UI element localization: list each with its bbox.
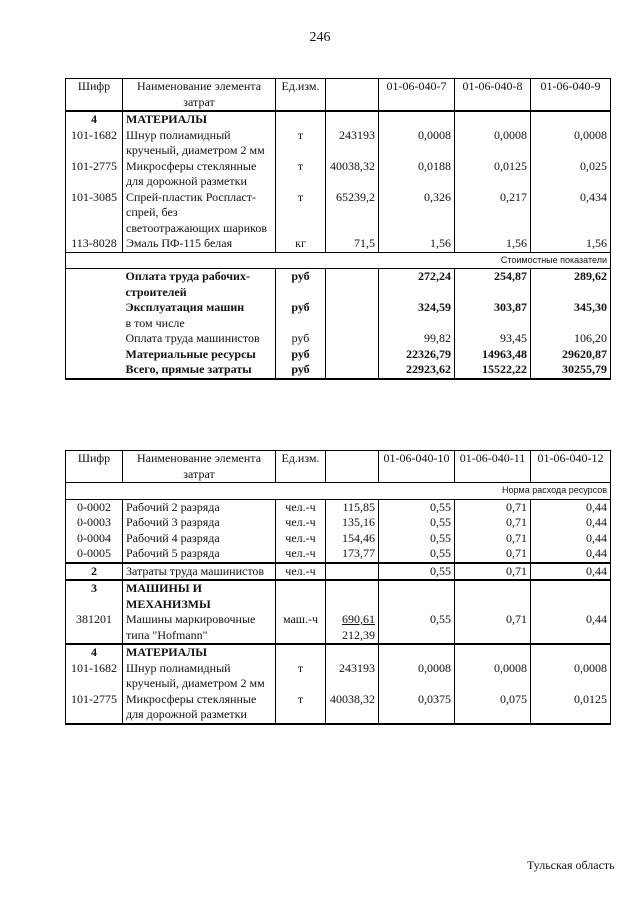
row-value-1: 0,0188 — [379, 159, 455, 190]
row-code: 101-1682 — [66, 128, 123, 159]
row-name: Рабочий 4 разряда — [123, 531, 276, 547]
row-code: 0-0005 — [66, 546, 123, 563]
row-code: 101-2775 — [66, 692, 123, 724]
row-unit: т — [276, 190, 326, 237]
cost-value-2: 93,45 — [455, 331, 531, 347]
row-value-1: 0,55 — [379, 499, 455, 515]
row-unit: чел.-ч — [276, 531, 326, 547]
table-row — [66, 661, 611, 692]
header-col-3: 01-06-040-9 — [531, 79, 611, 112]
row-price: 115,85 — [326, 499, 379, 515]
row-value-3: 0,44 — [531, 499, 611, 515]
cost-value-3: 289,62 — [531, 269, 611, 301]
row-code: 101-3085 — [66, 190, 123, 237]
row-code: 0-0003 — [66, 515, 123, 531]
row-value-3: 0,44 — [531, 515, 611, 531]
row-unit: чел.-ч — [276, 563, 326, 581]
row-code: 0-0002 — [66, 499, 123, 515]
header-price — [326, 79, 379, 112]
row-price: 135,16 — [326, 515, 379, 531]
resource-table-2 — [65, 450, 611, 725]
table-row — [66, 499, 611, 515]
row-name: Микросферы стеклянные для дорожной разметки — [123, 159, 276, 190]
table-row — [66, 128, 611, 159]
table-row — [66, 515, 611, 531]
cost-name: в том числе — [123, 316, 276, 332]
row-code: 0-0004 — [66, 531, 123, 547]
header-unit: Ед.изм. — [276, 451, 326, 483]
table-row — [66, 546, 611, 563]
row-value-3: 0,0125 — [531, 692, 611, 724]
row-price: 173,77 — [326, 546, 379, 563]
cost-unit: руб — [276, 331, 326, 347]
row-unit: чел.-ч — [276, 515, 326, 531]
header-code: Шифр — [66, 79, 123, 112]
section-code: 3 — [66, 580, 123, 612]
page-number: 246 — [309, 30, 331, 45]
header-price — [326, 451, 379, 483]
row-name: Микросферы стеклянные для дорожной разметки — [123, 692, 276, 724]
section-title: МАТЕРИАЛЫ — [123, 644, 276, 661]
cost-unit: руб — [276, 362, 326, 379]
row-code: 101-2775 — [66, 159, 123, 190]
row-value-2: 1,56 — [455, 236, 531, 252]
row-value-3: 0,434 — [531, 190, 611, 237]
header-unit: Ед.изм. — [276, 79, 326, 112]
row-name: Рабочий 3 разряда — [123, 515, 276, 531]
section-code: 4 — [66, 644, 123, 661]
row-value-2: 0,0008 — [455, 661, 531, 692]
table-header — [66, 451, 611, 483]
labor-row — [66, 563, 611, 581]
cost-value-1: 272,24 — [379, 269, 455, 301]
row-value-2: 0,0008 — [455, 128, 531, 159]
header-col-2: 01-06-040-8 — [455, 79, 531, 112]
table-row — [66, 612, 611, 644]
subheader-row — [66, 483, 611, 500]
table-row — [66, 531, 611, 547]
cost-row — [66, 331, 611, 347]
row-price: 243193 — [326, 661, 379, 692]
machine-operator-price: 212,39 — [342, 627, 375, 642]
row-price: 243193 — [326, 128, 379, 159]
cost-name: Оплата труда рабочих-строителей — [123, 269, 276, 301]
row-price: 65239,2 — [326, 190, 379, 237]
section-row — [66, 111, 611, 128]
row-name: Эмаль ПФ-115 белая — [123, 236, 276, 252]
header-name: Наименование элемента затрат — [123, 451, 276, 483]
cost-unit: руб — [276, 347, 326, 363]
row-code: 2 — [66, 563, 123, 581]
row-value-2: 0,71 — [455, 563, 531, 581]
row-value-2: 0,71 — [455, 531, 531, 547]
row-name: Рабочий 2 разряда — [123, 499, 276, 515]
section-title: МАШИНЫ И МЕХАНИЗМЫ — [123, 580, 276, 612]
row-code: 101-1682 — [66, 661, 123, 692]
subheader-row — [66, 252, 611, 269]
row-value-2: 0,71 — [455, 546, 531, 563]
row-value-2: 0,075 — [455, 692, 531, 724]
row-value-1: 0,326 — [379, 190, 455, 237]
section-row — [66, 644, 611, 661]
row-value-3: 0,44 — [531, 612, 611, 644]
cost-name: Всего, прямые затраты — [123, 362, 276, 379]
row-name: Рабочий 5 разряда — [123, 546, 276, 563]
row-value-1: 0,55 — [379, 612, 455, 644]
cost-row — [66, 362, 611, 379]
header-col-3: 01-06-040-12 — [531, 451, 611, 483]
section-row — [66, 580, 611, 612]
row-value-3: 0,0008 — [531, 661, 611, 692]
row-unit: т — [276, 661, 326, 692]
cost-value-1: 324,59 — [379, 300, 455, 316]
row-value-1: 0,55 — [379, 546, 455, 563]
cost-value-2: 15522,22 — [455, 362, 531, 379]
row-unit: т — [276, 692, 326, 724]
row-price — [326, 612, 379, 644]
cost-value-3: 345,30 — [531, 300, 611, 316]
cost-value-1: 99,82 — [379, 331, 455, 347]
header-name: Наименование элемента затрат — [123, 79, 276, 112]
cost-value-3: 30255,79 — [531, 362, 611, 379]
row-value-1: 0,0375 — [379, 692, 455, 724]
row-name: Затраты труда машинистов — [123, 563, 276, 581]
row-code: 113-8028 — [66, 236, 123, 252]
cost-value-2: 303,87 — [455, 300, 531, 316]
header-col-1: 01-06-040-10 — [379, 451, 455, 483]
resource-table-1 — [65, 78, 611, 380]
row-value-1: 0,55 — [379, 563, 455, 581]
subheader-resource-norm: Норма расхода ресурсов — [66, 483, 611, 500]
cost-value-1: 22923,62 — [379, 362, 455, 379]
row-value-2: 0,71 — [455, 499, 531, 515]
row-value-2: 0,0125 — [455, 159, 531, 190]
cost-value-2: 14963,48 — [455, 347, 531, 363]
row-value-1: 0,55 — [379, 531, 455, 547]
row-price: 154,46 — [326, 531, 379, 547]
row-value-3: 0,44 — [531, 563, 611, 581]
footer-region: Тульская область — [527, 858, 615, 872]
cost-value-1: 22326,79 — [379, 347, 455, 363]
row-value-2: 0,71 — [455, 612, 531, 644]
table-row — [66, 236, 611, 252]
cost-value-3: 106,20 — [531, 331, 611, 347]
subheader-cost-indicators: Стоимостные показатели — [66, 252, 611, 269]
row-value-1: 0,0008 — [379, 128, 455, 159]
header-col-1: 01-06-040-7 — [379, 79, 455, 112]
cost-row — [66, 300, 611, 316]
table-row — [66, 692, 611, 724]
section-title: МАТЕРИАЛЫ — [123, 111, 276, 128]
table-row — [66, 190, 611, 237]
cost-row — [66, 347, 611, 363]
row-name: Машины маркировочные типа "Hofmann" — [123, 612, 276, 644]
cost-unit: руб — [276, 269, 326, 301]
cost-name: Материальные ресурсы — [123, 347, 276, 363]
row-value-2: 0,217 — [455, 190, 531, 237]
cost-unit: руб — [276, 300, 326, 316]
cost-row — [66, 269, 611, 301]
row-value-3: 0,025 — [531, 159, 611, 190]
cost-name: Эксплуатация машин — [123, 300, 276, 316]
row-unit: т — [276, 128, 326, 159]
row-value-3: 0,44 — [531, 546, 611, 563]
row-value-2: 0,71 — [455, 515, 531, 531]
row-unit: кг — [276, 236, 326, 252]
cost-row — [66, 316, 611, 332]
row-code: 381201 — [66, 612, 123, 644]
section-code: 4 — [66, 111, 123, 128]
cost-value-2: 254,87 — [455, 269, 531, 301]
cost-name: Оплата труда машинистов — [123, 331, 276, 347]
row-unit: чел.-ч — [276, 499, 326, 515]
table-row — [66, 159, 611, 190]
row-name: Шнур полиамидный крученый, диаметром 2 мм — [123, 128, 276, 159]
row-price: 40038,32 — [326, 159, 379, 190]
row-value-1: 0,55 — [379, 515, 455, 531]
machine-price: 690,61 — [342, 612, 375, 626]
row-price: 71,5 — [326, 236, 379, 252]
row-price: 40038,32 — [326, 692, 379, 724]
cost-value-3: 29620,87 — [531, 347, 611, 363]
header-col-2: 01-06-040-11 — [455, 451, 531, 483]
row-value-3: 1,56 — [531, 236, 611, 252]
row-unit: чел.-ч — [276, 546, 326, 563]
row-name: Спрей-пластик Роспласт-спрей, без светоотражающих шариков — [123, 190, 276, 237]
table-header — [66, 79, 611, 112]
row-unit: маш.-ч — [276, 612, 326, 644]
row-value-1: 1,56 — [379, 236, 455, 252]
row-value-1: 0,0008 — [379, 661, 455, 692]
row-name: Шнур полиамидный крученый, диаметром 2 мм — [123, 661, 276, 692]
row-value-3: 0,44 — [531, 531, 611, 547]
row-unit: т — [276, 159, 326, 190]
row-value-3: 0,0008 — [531, 128, 611, 159]
header-code: Шифр — [66, 451, 123, 483]
